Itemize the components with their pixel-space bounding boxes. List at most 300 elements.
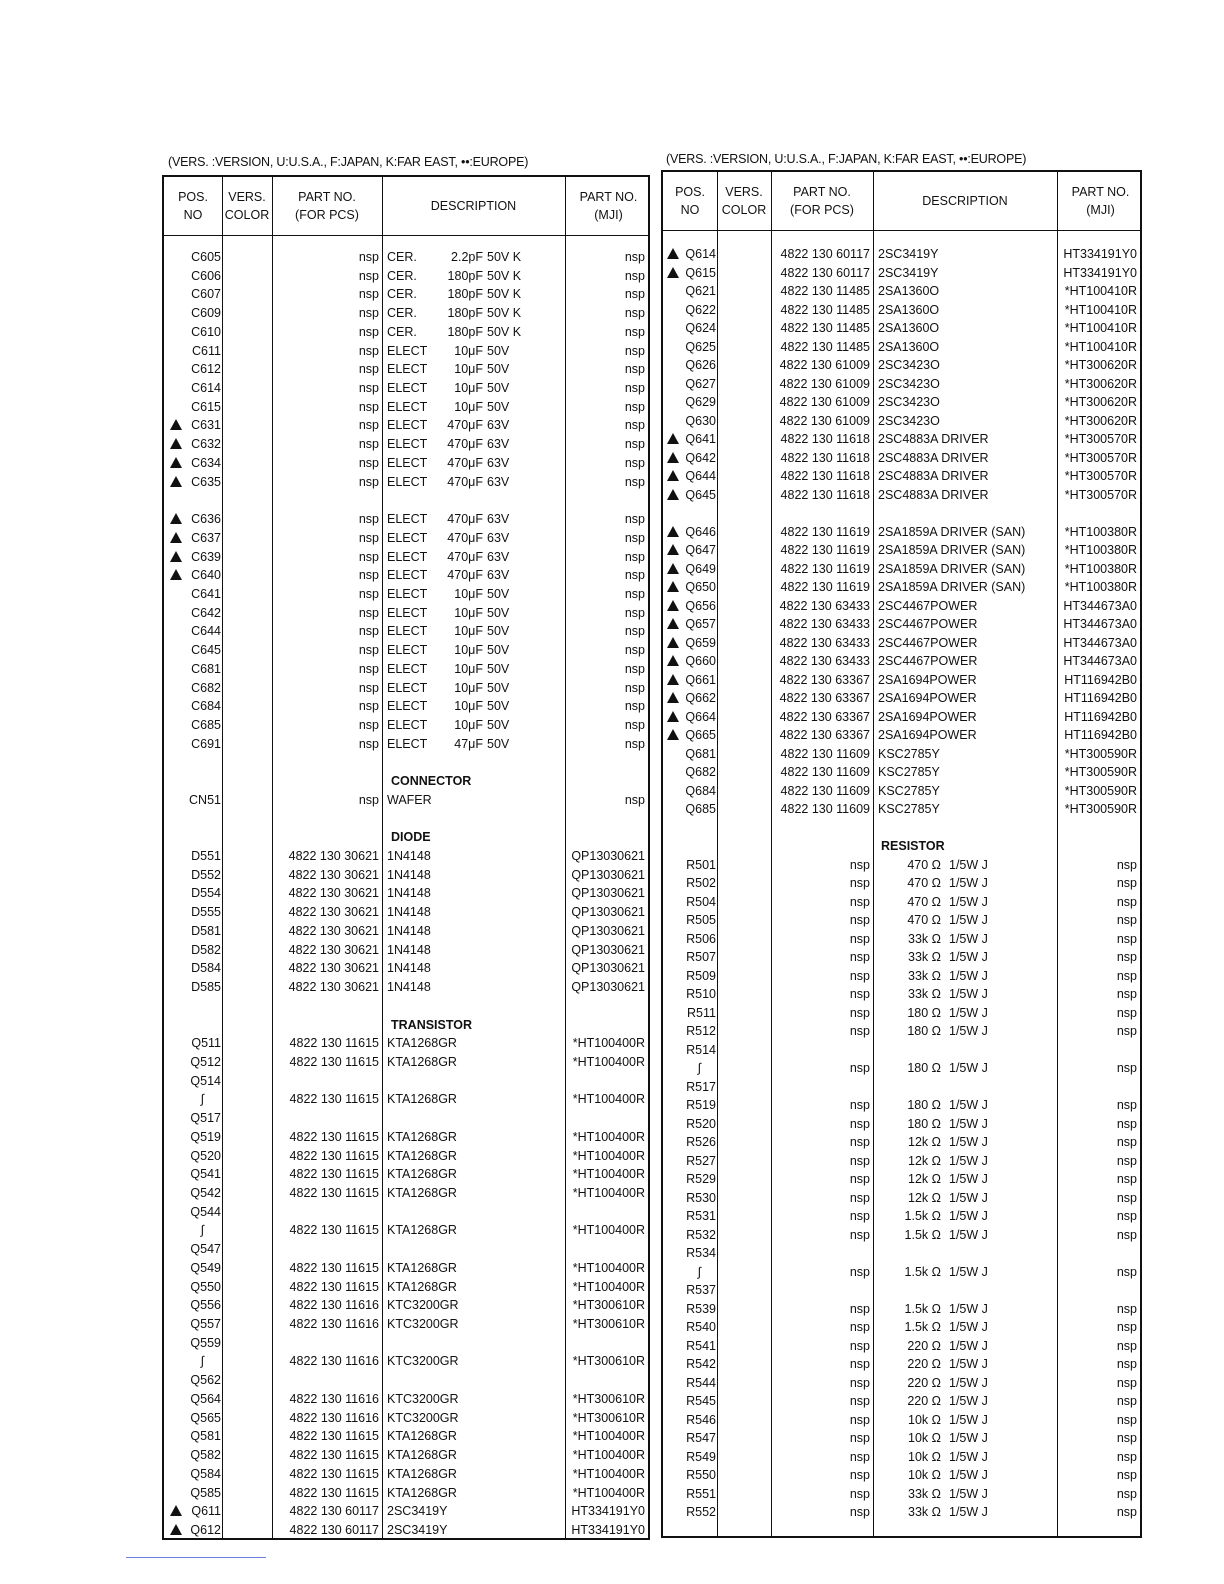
part-no: 4822 130 11485 — [780, 302, 870, 317]
part-no-mji: nsp — [624, 455, 645, 470]
description-type: ELECT — [387, 455, 428, 470]
part-no: 4822 130 11616 — [289, 1298, 379, 1313]
pos-no: Q684 — [685, 783, 716, 798]
part-no-mji: HT116942B0 — [1064, 672, 1137, 687]
description-type: ELECT — [387, 680, 428, 695]
part-no-mji: QP13030621 — [571, 886, 645, 901]
description-rating: 50V — [487, 661, 510, 676]
pos-no: Q656 — [685, 598, 716, 613]
part-no-mji: *HT100410R — [1064, 302, 1137, 317]
description-rating: 63V — [487, 474, 510, 489]
pos-no: Q645 — [685, 487, 716, 502]
pos-no: Q650 — [685, 580, 716, 594]
description-type: KSC2785Y — [878, 783, 940, 798]
description-rating: 1/5W J — [949, 1005, 988, 1020]
table-row — [663, 1096, 1140, 1114]
table-row — [663, 967, 1140, 985]
description-rating: 50V K — [487, 287, 522, 302]
description-value: 12k Ω — [908, 1190, 941, 1205]
part-no: 4822 130 11615 — [289, 1036, 379, 1051]
description-type: 2SA1859A DRIVER (SAN) — [878, 524, 1026, 539]
description-value: 180 Ω — [907, 1098, 941, 1112]
pos-no: R506 — [686, 931, 716, 946]
part-no-mji: nsp — [1116, 913, 1137, 927]
part-no-mji: nsp — [1116, 1301, 1137, 1316]
table-row — [164, 660, 648, 678]
pos-no: Q665 — [685, 728, 716, 742]
part-no-mji: *HT300570R — [1064, 450, 1137, 465]
pos-no: R546 — [686, 1412, 716, 1427]
part-no-mji: *HT300590R — [1064, 746, 1137, 761]
part-no-mji: HT344673A0 — [1063, 598, 1137, 613]
part-no-mji: nsp — [624, 474, 645, 489]
table-row — [663, 523, 1140, 541]
description-type: 2SA1859A DRIVER (SAN) — [878, 580, 1026, 594]
description-type: KTA1268GR — [387, 1260, 457, 1275]
part-no: 4822 130 11615 — [289, 1279, 379, 1294]
description-type: ELECT — [387, 437, 428, 452]
part-no: nsp — [358, 324, 379, 339]
part-no: nsp — [849, 1061, 870, 1075]
table-row — [164, 1053, 648, 1071]
description-value: 10μF — [454, 699, 483, 714]
part-no: 4822 130 11615 — [289, 1260, 379, 1275]
description-type: 1N4148 — [387, 886, 431, 901]
description-value: 10k Ω — [908, 1468, 941, 1482]
table-header — [663, 172, 1140, 231]
table-row — [663, 1337, 1140, 1355]
description-type: KSC2785Y — [878, 746, 940, 761]
part-no: 4822 130 11619 — [780, 580, 870, 594]
part-no-mji: nsp — [624, 362, 645, 377]
description-type: KTA1268GR — [387, 1186, 457, 1200]
description-rating: 1/5W J — [949, 1449, 988, 1464]
part-no: nsp — [849, 1135, 870, 1149]
description-type: KTA1268GR — [387, 1167, 457, 1182]
description-type: ELECT — [387, 699, 428, 714]
part-no: nsp — [358, 586, 379, 601]
table-row — [663, 356, 1140, 374]
part-no: nsp — [849, 1098, 870, 1112]
header-description: DESCRIPTION — [430, 199, 517, 213]
description-value: 470 Ω — [907, 913, 941, 927]
pos-no: C634 — [191, 455, 221, 470]
table-body — [164, 235, 648, 1538]
pos-no: R505 — [686, 913, 716, 927]
description-type: ELECT — [387, 568, 428, 583]
description-rating: 1/5W J — [949, 894, 988, 909]
pos-no: D585 — [191, 980, 221, 995]
pos-no: Q681 — [685, 746, 716, 761]
description-value: 1.5k Ω — [904, 1320, 941, 1334]
pos-no: ∫ — [200, 1092, 205, 1107]
description-rating: 1/5W J — [949, 1412, 988, 1427]
pos-no: C610 — [191, 324, 221, 339]
part-no-mji: nsp — [1116, 1116, 1137, 1131]
description-type: KTC3200GR — [387, 1354, 459, 1369]
part-no-mji: nsp — [1116, 1005, 1137, 1020]
part-no-mji: nsp — [624, 512, 645, 527]
pos-no: R511 — [687, 1005, 716, 1020]
table-row — [164, 1465, 648, 1483]
description-type: ELECT — [387, 362, 428, 377]
table-row — [164, 585, 648, 603]
pos-no: Q581 — [190, 1429, 221, 1444]
pos-no: Q664 — [685, 709, 716, 724]
part-no: nsp — [358, 381, 379, 396]
part-no-mji: nsp — [1116, 931, 1137, 946]
table-row — [663, 1318, 1140, 1336]
table-row — [164, 1390, 648, 1408]
description-type: WAFER — [387, 792, 432, 807]
description-value: 10μF — [454, 399, 483, 414]
pos-no: C635 — [191, 474, 221, 489]
part-no-mji: nsp — [1116, 1468, 1137, 1482]
pos-no: C605 — [191, 250, 221, 264]
part-no-mji: nsp — [1116, 1431, 1137, 1445]
part-no: nsp — [358, 455, 379, 470]
pos-no: Q541 — [190, 1167, 221, 1182]
part-no: 4822 130 11609 — [780, 783, 870, 798]
description-value: 470μF — [447, 474, 483, 489]
description-rating: 1/5W J — [949, 950, 988, 964]
part-no-mji: *HT100400R — [572, 1092, 645, 1107]
description-value: 470μF — [447, 549, 483, 564]
part-no: 4822 130 63433 — [779, 635, 870, 650]
part-no: nsp — [849, 1505, 870, 1519]
description-type: KTA1268GR — [387, 1429, 457, 1444]
part-no: 4822 130 11485 — [780, 284, 870, 298]
part-no: 4822 130 11615 — [289, 1092, 379, 1107]
table-row — [663, 597, 1140, 615]
part-no: 4822 130 11618 — [780, 432, 870, 446]
description-type: 2SC4467POWER — [878, 617, 978, 631]
pos-no: Q641 — [685, 432, 716, 446]
footer-rule — [126, 1557, 266, 1558]
pos-no: Q514 — [190, 1073, 221, 1088]
table-row — [663, 1485, 1140, 1503]
pos-no: Q512 — [190, 1054, 221, 1069]
pos-no: ∫ — [200, 1354, 205, 1369]
description-type: 2SC3423O — [878, 413, 940, 428]
part-no: 4822 130 30621 — [288, 867, 379, 882]
table-row — [663, 652, 1140, 670]
description-type: KTA1268GR — [387, 1466, 457, 1481]
pos-no: R530 — [686, 1190, 716, 1205]
part-no: 4822 130 11616 — [289, 1317, 379, 1332]
part-no-mji: *HT100400R — [572, 1036, 645, 1051]
pos-no: Q565 — [190, 1410, 221, 1425]
description-type: 2SC4883A DRIVER — [878, 487, 989, 502]
part-no: 4822 130 11618 — [780, 469, 870, 483]
part-no-mji: nsp — [624, 324, 645, 339]
pos-no: Q542 — [190, 1186, 221, 1200]
part-no-mji: nsp — [1116, 1172, 1137, 1186]
part-no: 4822 130 60117 — [780, 265, 870, 280]
table-row — [164, 566, 648, 584]
part-no-mji: nsp — [1116, 1264, 1137, 1279]
pos-no: C684 — [191, 699, 221, 714]
pos-no: ∫ — [200, 1223, 205, 1238]
table-row — [164, 435, 648, 453]
description-type: 2SC4467POWER — [878, 654, 978, 668]
description-value: 470μF — [447, 512, 483, 527]
description-type: ELECT — [387, 718, 428, 732]
description-value: 10μF — [454, 624, 483, 639]
pos-no: R517 — [686, 1079, 716, 1094]
pos-no: ∫ — [697, 1264, 702, 1279]
table-row — [164, 1502, 648, 1520]
description-value: 470 Ω — [907, 857, 941, 872]
header-pos: POS. NO — [675, 185, 705, 217]
pos-no: Q662 — [685, 691, 716, 705]
part-no-mji: *HT100410R — [1064, 339, 1137, 354]
table-row — [164, 1090, 648, 1108]
table-row — [663, 1041, 1140, 1059]
pos-no: D555 — [191, 905, 221, 920]
description-type: 1N4148 — [387, 961, 431, 976]
description-value: 180pF — [447, 306, 483, 321]
description-value: 2.2pF — [451, 250, 483, 264]
part-no-mji: nsp — [1116, 894, 1137, 909]
part-no-mji: *HT100400R — [572, 1167, 645, 1182]
pos-no: R502 — [686, 876, 716, 890]
part-no: 4822 130 61009 — [779, 413, 870, 428]
section-title: RESISTOR — [881, 839, 945, 853]
table-row — [164, 548, 648, 566]
table-row — [164, 1446, 648, 1464]
part-no-mji: *HT300570R — [1064, 469, 1137, 483]
description-type: 2SC3419Y — [878, 265, 939, 280]
table-body — [663, 230, 1140, 1536]
part-no-mji: QP13030621 — [571, 942, 645, 957]
header-partno: PART NO. (FOR PCS) — [790, 185, 854, 217]
table-row — [164, 510, 648, 528]
part-no: nsp — [358, 437, 379, 452]
description-type: 2SA1859A DRIVER (SAN) — [878, 543, 1026, 557]
table-row — [663, 375, 1140, 393]
part-no: 4822 130 11618 — [780, 487, 870, 502]
part-no-mji: *HT300610R — [572, 1391, 645, 1406]
table-row — [164, 304, 648, 322]
table-row — [663, 800, 1140, 818]
part-no-mji: nsp — [1116, 876, 1137, 890]
description-rating: 1/5W J — [949, 1357, 988, 1371]
table-row — [663, 1392, 1140, 1410]
part-no-mji: *HT100410R — [1064, 284, 1137, 298]
description-type: 2SC3423O — [878, 358, 940, 372]
header-partno: PART NO. (FOR PCS) — [295, 190, 359, 222]
part-no-mji: QP13030621 — [571, 961, 645, 976]
description-type: CER. — [387, 324, 417, 339]
table-row — [663, 689, 1140, 707]
description-value: 10k Ω — [908, 1449, 941, 1464]
table-row — [663, 430, 1140, 448]
part-no-mji: nsp — [624, 399, 645, 414]
part-no: 4822 130 11485 — [780, 339, 870, 354]
table-row — [663, 615, 1140, 633]
table-row — [663, 1263, 1140, 1281]
pos-no: R501 — [686, 857, 716, 872]
part-no-mji: QP13030621 — [571, 849, 645, 864]
table-row — [164, 1521, 648, 1539]
description-type: KTC3200GR — [387, 1298, 459, 1313]
part-no: 4822 130 11609 — [780, 746, 870, 761]
description-type: 2SA1360O — [878, 284, 940, 298]
parts-table-left — [162, 175, 650, 1540]
table-row — [663, 1466, 1140, 1484]
description-value: 33k Ω — [908, 968, 941, 983]
part-no-mji: *HT300610R — [572, 1410, 645, 1425]
part-no-mji: *HT100410R — [1064, 321, 1137, 335]
table-row — [663, 1300, 1140, 1318]
part-no: 4822 130 63433 — [779, 598, 870, 613]
header-vers: VERS. COLOR — [224, 190, 270, 222]
part-no: nsp — [849, 1301, 870, 1316]
part-no: 4822 130 30621 — [288, 961, 379, 976]
part-no: 4822 130 30621 — [288, 980, 379, 995]
part-no: 4822 130 11615 — [289, 1167, 379, 1182]
table-row — [164, 1147, 648, 1165]
description-rating: 1/5W J — [949, 1264, 988, 1279]
pos-no: Q649 — [685, 561, 716, 576]
table-row — [663, 449, 1140, 467]
part-no-mji: *HT300620R — [1064, 413, 1137, 428]
table-header — [164, 177, 648, 236]
part-no: nsp — [849, 968, 870, 983]
part-no: 4822 130 11619 — [780, 524, 870, 539]
description-type: ELECT — [387, 661, 428, 676]
description-value: 10μF — [454, 586, 483, 601]
pos-no: C607 — [191, 287, 221, 302]
description-type: KTA1268GR — [387, 1148, 457, 1163]
description-type: 2SA1694POWER — [878, 709, 977, 724]
table-row — [164, 529, 648, 547]
description-value: 470μF — [447, 568, 483, 583]
pos-no: Q644 — [685, 469, 716, 483]
pos-no: Q611 — [191, 1504, 221, 1519]
part-no: nsp — [358, 680, 379, 695]
table-row — [663, 782, 1140, 800]
description-rating: 1/5W J — [949, 1153, 988, 1168]
description-rating: 1/5W J — [949, 968, 988, 983]
part-no-mji: *HT300570R — [1064, 432, 1137, 446]
table-row — [164, 323, 648, 341]
description-value: 220 Ω — [907, 1357, 941, 1371]
part-no-mji: nsp — [1116, 857, 1137, 872]
description-value: 180 Ω — [907, 1116, 941, 1131]
part-no-mji: nsp — [1116, 1394, 1137, 1408]
table-row — [663, 1189, 1140, 1207]
part-no-mji: nsp — [624, 643, 645, 658]
table-row — [164, 791, 648, 809]
part-no-mji: nsp — [1116, 1449, 1137, 1464]
section-title: TRANSISTOR — [391, 1017, 473, 1032]
part-no: nsp — [849, 1153, 870, 1168]
part-no-mji: nsp — [1116, 1153, 1137, 1168]
part-no: 4822 130 63367 — [779, 728, 870, 742]
pos-no: Q582 — [190, 1448, 221, 1463]
part-no-mji: *HT300620R — [1064, 376, 1137, 391]
pos-no: R547 — [686, 1431, 716, 1445]
pos-no: R519 — [686, 1098, 716, 1112]
part-no: nsp — [849, 1449, 870, 1464]
description-rating: 63V — [487, 568, 510, 583]
description-rating: 1/5W J — [949, 1431, 988, 1445]
table-row — [164, 248, 648, 266]
description-value: 470 Ω — [907, 894, 941, 909]
section-title: CONNECTOR — [391, 774, 472, 789]
pos-no: C611 — [192, 343, 221, 358]
part-no-mji: *HT100400R — [572, 1429, 645, 1444]
table-row — [663, 1207, 1140, 1225]
part-no-mji: nsp — [624, 287, 645, 302]
pos-no: C641 — [191, 586, 221, 601]
table-row — [164, 473, 648, 491]
pos-no: Q544 — [190, 1204, 221, 1219]
description-type: KTA1268GR — [387, 1448, 457, 1463]
description-rating: 1/5W J — [949, 1135, 988, 1149]
table-row — [663, 1004, 1140, 1022]
part-no: nsp — [358, 624, 379, 639]
pos-no: Q624 — [685, 321, 716, 335]
part-no: 4822 130 11615 — [289, 1485, 379, 1500]
description-type: 1N4148 — [387, 849, 431, 864]
description-type: KTC3200GR — [387, 1317, 459, 1332]
part-no-mji: *HT100380R — [1064, 580, 1137, 594]
part-no: nsp — [849, 1172, 870, 1186]
description-rating: 1/5W J — [949, 931, 988, 946]
table-row — [663, 930, 1140, 948]
table-row — [164, 716, 648, 734]
part-no: nsp — [849, 1190, 870, 1205]
pos-no: C640 — [191, 568, 221, 583]
table-row — [164, 1334, 648, 1352]
description-value: 180 Ω — [907, 1061, 941, 1075]
description-value: 1.5k Ω — [904, 1264, 941, 1279]
part-no-mji: nsp — [1116, 1098, 1137, 1112]
part-no: 4822 130 11615 — [289, 1186, 379, 1200]
description-type: ELECT — [387, 736, 428, 751]
header-mji: PART NO. (MJI) — [579, 190, 638, 222]
part-no: nsp — [358, 512, 379, 527]
part-no-mji: nsp — [624, 661, 645, 676]
description-value: 33k Ω — [908, 1505, 941, 1519]
part-no-mji: nsp — [624, 605, 645, 620]
description-type: 2SA1694POWER — [878, 672, 977, 687]
table-row — [164, 1184, 648, 1202]
description-rating: 50V K — [487, 250, 522, 264]
table-row — [663, 1133, 1140, 1151]
description-type: CER. — [387, 306, 417, 321]
description-type: ELECT — [387, 586, 428, 601]
pos-no: Q585 — [190, 1485, 221, 1500]
part-no-mji: QP13030621 — [571, 905, 645, 920]
pos-no: D584 — [191, 961, 221, 976]
description-value: 10μF — [454, 718, 483, 732]
pos-no: ∫ — [697, 1061, 702, 1075]
pos-no: C615 — [191, 399, 221, 414]
description-type: CER. — [387, 287, 417, 302]
part-no-mji: *HT300610R — [572, 1317, 645, 1332]
header-pos: POS. NO — [178, 190, 208, 222]
description-type: 2SC3423O — [878, 395, 940, 409]
header-description: DESCRIPTION — [922, 194, 1008, 208]
description-type: ELECT — [387, 624, 428, 639]
description-rating: 50V K — [487, 306, 522, 321]
description-type: 2SA1694POWER — [878, 691, 977, 705]
pos-no: Q550 — [190, 1279, 221, 1294]
